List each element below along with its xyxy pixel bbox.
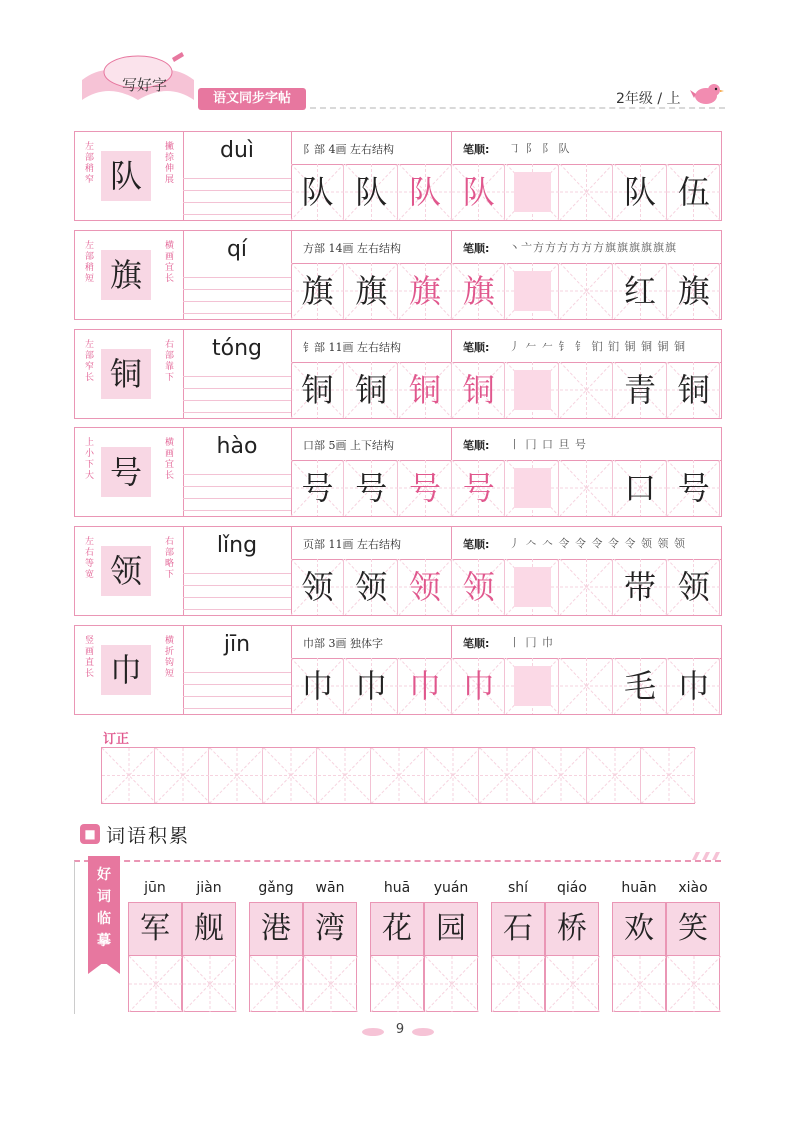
shaded-cell [514,370,551,410]
word-character: 湾 [303,902,357,956]
grid-guide-lines [480,748,534,803]
writing-cell[interactable] [560,460,613,516]
grid-guide-lines [210,748,264,803]
pinyin: jīn [223,632,251,657]
structure-note-right: 右部靠下 [164,340,174,383]
writing-grid [291,263,721,319]
char-row [74,526,722,616]
logo-title: 写好字 [122,76,168,94]
char-info [291,626,721,659]
writing-cell[interactable] [506,263,559,319]
trace-character: 巾 [408,667,441,705]
grid-guide-lines [426,748,480,803]
stroke-order-label: 笔顺: [463,439,490,452]
pinyin-guide-line [183,486,291,487]
correction-cell[interactable] [426,748,479,803]
structure-note-right: 右部略下 [164,537,174,580]
grade-label: 2年级 / 上 [616,91,681,107]
trace-character: 队 [355,173,388,211]
ribbon-tail [88,962,120,974]
word-card [370,880,478,1012]
trace-character: 队 [408,173,441,211]
grid-guide-lines [560,263,613,319]
shaded-cell [514,567,551,607]
pinyin-guide-line [183,696,291,697]
writing-cell[interactable] [506,164,559,220]
pinyin-guide-line [183,474,291,475]
char-cell [75,626,184,714]
word-pinyin: xiào [678,880,708,896]
pinyin-cell [183,428,292,516]
char-info [291,330,721,363]
trace-character: 号 [408,469,441,507]
stroke-order-label: 笔顺: [463,242,490,255]
page-number: 9 [395,1022,405,1037]
pinyin: qí [226,237,248,262]
trace-character: 领 [462,568,495,606]
radical-strokes-structure: 阝部 4画 左右结构 [303,143,394,156]
stripes-decoration [690,852,720,860]
grid-guide-lines [264,748,318,803]
writing-cell[interactable] [345,658,398,714]
writing-cell[interactable] [345,460,398,516]
stroke-order: 丿 𠂉 𠂉 钅 钅 钔 钔 铜 铜 铜 铜 [509,340,686,353]
stroke-order: 丿 𠆢 𠆢 令 令 令 令 令 领 领 领 [509,537,686,550]
pinyin: hào [216,434,258,459]
grid-guide-lines [371,956,425,1012]
word-practice-cell[interactable] [128,956,182,1012]
writing-cell[interactable] [291,460,344,516]
stroke-order: 丨 冂 口 旦 号 [509,438,587,451]
word-pinyin: huā [383,880,411,896]
word-practice-cell[interactable] [424,956,478,1012]
word-character: 巾 [677,667,710,705]
word-character: 舰 [182,902,236,956]
structure-note-left: 上小下大 [84,438,94,481]
word-pinyin: huān [621,880,657,896]
writing-cell[interactable] [399,658,452,714]
pinyin-cell [183,231,292,319]
trace-character: 队 [301,173,334,211]
writing-cell[interactable] [452,460,505,516]
trace-character: 旗 [408,272,441,310]
word-pinyin: gǎng [258,880,294,896]
correction-cell[interactable] [642,748,695,803]
correction-cell[interactable] [318,748,371,803]
writing-cell[interactable] [506,658,559,714]
char-cell [75,231,184,319]
char-cell [75,330,184,418]
writing-cell[interactable] [667,658,720,714]
grid-guide-lines [560,164,613,220]
pinyin-guide-line [183,510,291,511]
word-character: 花 [370,902,424,956]
char-row [74,427,722,517]
correction-cell[interactable] [588,748,641,803]
char-row [74,329,722,419]
word-character: 队 [623,173,656,211]
word-character: 园 [424,902,478,956]
trace-character: 旗 [301,272,334,310]
writing-cell[interactable] [452,658,505,714]
writing-cell[interactable] [614,559,667,615]
model-character: 巾 [101,645,151,695]
writing-cell[interactable] [291,658,344,714]
shaded-cell [514,271,551,311]
word-character: 伍 [677,173,710,211]
ribbon-label: 好词临摹 [97,867,111,949]
section-title: 词语积累 [106,825,191,847]
pinyin-guide-line [183,498,291,499]
structure-note-left: 左右等宽 [84,537,94,580]
pinyin-cell [183,626,292,714]
bird-icon [690,80,724,106]
word-character: 军 [128,902,182,956]
word-practice-cell[interactable] [370,956,424,1012]
model-character: 号 [101,447,151,497]
word-card [491,880,599,1012]
writing-cell[interactable] [667,263,720,319]
structure-note-left: 竖画直长 [84,636,94,679]
model-character: 旗 [101,250,151,300]
char-row [74,230,722,320]
word-character: 红 [623,272,656,310]
writing-cell[interactable] [667,362,720,418]
radical-strokes-structure: 巾部 3画 独体字 [303,637,383,650]
writing-cell[interactable] [560,559,613,615]
pinyin-guide-line [183,684,291,685]
grid-guide-lines [588,748,642,803]
model-character: 队 [101,151,151,201]
word-card [249,880,357,1012]
writing-cell[interactable] [560,362,613,418]
grid-guide-lines [560,362,613,418]
grid-guide-lines [546,956,600,1012]
model-character: 领 [101,546,151,596]
grid-guide-lines [560,460,613,516]
char-info [291,527,721,560]
trace-character: 巾 [355,667,388,705]
writing-cell[interactable] [560,658,613,714]
correction-grid[interactable] [101,747,695,804]
pinyin: duì [219,138,255,163]
word-character: 旗 [677,272,710,310]
stroke-order: 丶亠方方方方方方旗旗旗旗旗旗 [509,241,677,254]
trace-character: 巾 [462,667,495,705]
word-practice-cell[interactable] [303,956,357,1012]
pinyin-guide-line [183,376,291,377]
pinyin-guide-line [183,190,291,191]
writing-cell[interactable] [614,263,667,319]
pinyin-guide-line [183,672,291,673]
word-character: 口 [623,469,656,507]
writing-cell[interactable] [345,559,398,615]
info-divider [451,428,452,460]
structure-note-left: 左部稍窄 [84,142,94,185]
pinyin-cell [183,330,292,418]
trace-character: 铜 [462,371,495,409]
radical-strokes-structure: 口部 5画 上下结构 [303,439,394,452]
word-practice-cell[interactable] [666,956,720,1012]
writing-cell[interactable] [291,263,344,319]
trace-character: 旗 [355,272,388,310]
pinyin-guide-line [183,400,291,401]
writing-cell[interactable] [506,362,559,418]
char-cell [75,132,184,220]
info-divider [451,626,452,658]
word-pinyin: qiáo [557,880,587,896]
writing-grid [291,362,721,418]
char-cell [75,527,184,615]
grid-guide-lines [667,956,721,1012]
writing-cell[interactable] [614,460,667,516]
word-character: 带 [623,568,656,606]
writing-cell[interactable] [506,460,559,516]
word-card [612,880,720,1012]
pinyin-guide-line [183,573,291,574]
trace-character: 号 [355,469,388,507]
word-practice-cell[interactable] [491,956,545,1012]
radical-strokes-structure: 方部 14画 左右结构 [303,242,401,255]
writing-cell[interactable] [291,559,344,615]
pinyin-guide-line [183,585,291,586]
writing-cell[interactable] [345,362,398,418]
trace-character: 号 [462,469,495,507]
info-divider [451,330,452,362]
grid-guide-lines [425,956,479,1012]
writing-cell[interactable] [506,559,559,615]
writing-cell[interactable] [560,164,613,220]
writing-cell[interactable] [452,362,505,418]
word-practice-cell[interactable] [249,956,303,1012]
grid-guide-lines [156,748,210,803]
stroke-order-label: 笔顺: [463,341,490,354]
structure-note-right: 横画宜长 [164,241,174,284]
writing-cell[interactable] [614,362,667,418]
pinyin-guide-line [183,178,291,179]
pinyin-guide-line [183,388,291,389]
word-character: 桥 [545,902,599,956]
shaded-cell [514,468,551,508]
grid-guide-lines [318,748,372,803]
writing-grid [291,658,721,714]
word-character: 欢 [612,902,666,956]
pinyin-guide-line [183,214,291,215]
writing-grid [291,559,721,615]
pinyin-guide-line [183,202,291,203]
pinyin-cell [183,132,292,220]
word-card [128,880,236,1012]
grid-guide-lines [534,748,588,803]
correction-cell[interactable] [372,748,425,803]
trace-character: 巾 [301,667,334,705]
word-character: 港 [249,902,303,956]
writing-grid [291,460,721,516]
word-practice-cell[interactable] [545,956,599,1012]
grid-guide-lines [492,956,546,1012]
stroke-order: 丨 冂 巾 [509,636,554,649]
structure-note-right: 横画宜长 [164,438,174,481]
subject-tag: 语文同步字帖 [198,88,306,110]
word-character: 石 [491,902,545,956]
trace-character: 铜 [301,371,334,409]
pinyin-guide-line [183,301,291,302]
writing-cell[interactable] [399,460,452,516]
pinyin-guide-line [183,277,291,278]
correction-cell[interactable] [480,748,533,803]
word-character: 号 [677,469,710,507]
word-pinyin: shí [507,880,529,896]
grid-guide-lines [304,956,358,1012]
trace-character: 旗 [462,272,495,310]
correction-cell[interactable] [156,748,209,803]
char-info [291,231,721,264]
info-divider [451,231,452,263]
model-character: 铜 [101,349,151,399]
char-cell [75,428,184,516]
trace-character: 领 [301,568,334,606]
writing-grid [291,164,721,220]
grid-guide-lines [560,559,613,615]
pinyin-guide-line [183,597,291,598]
correction-cell[interactable] [534,748,587,803]
trace-character: 铜 [408,371,441,409]
grid-guide-lines [183,956,237,1012]
pinyin: tóng [212,336,262,361]
grid-guide-lines [102,748,156,803]
grid-guide-lines [613,956,667,1012]
stroke-order-label: 笔顺: [463,637,490,650]
stroke-order: ㇆ 阝 阝 队 [509,142,571,155]
page-decoration-right [412,1028,434,1036]
writing-cell[interactable] [291,164,344,220]
writing-cell[interactable] [399,263,452,319]
writing-cell[interactable] [452,559,505,615]
correction-cell[interactable] [210,748,263,803]
stroke-order-label: 笔顺: [463,143,490,156]
info-divider [451,132,452,164]
shaded-cell [514,666,551,706]
word-practice-cell[interactable] [182,956,236,1012]
grid-guide-lines [250,956,304,1012]
page-header [0,0,800,120]
grid-guide-lines [560,658,613,714]
char-row [74,625,722,715]
pinyin-guide-line [183,313,291,314]
correction-cell[interactable] [264,748,317,803]
stroke-order-label: 笔顺: [463,538,490,551]
writing-cell[interactable] [667,559,720,615]
info-divider [451,527,452,559]
structure-note-left: 左部稍短 [84,241,94,284]
char-info [291,132,721,165]
structure-note-left: 左部窄长 [84,340,94,383]
writing-cell[interactable] [345,164,398,220]
word-character: 笑 [666,902,720,956]
writing-cell[interactable] [291,362,344,418]
grid-guide-lines [129,956,183,1012]
trace-character: 铜 [355,371,388,409]
word-pinyin: jūn [144,880,166,896]
trace-character: 领 [355,568,388,606]
correction-cell[interactable] [102,748,155,803]
word-character: 铜 [677,371,710,409]
writing-cell[interactable] [614,658,667,714]
pinyin-cell [183,527,292,615]
trace-character: 号 [301,469,334,507]
trace-character: 领 [408,568,441,606]
word-practice-cell[interactable] [612,956,666,1012]
writing-cell[interactable] [667,460,720,516]
writing-cell[interactable] [452,164,505,220]
word-pinyin: wān [315,880,345,896]
shaded-cell [514,172,551,212]
char-info [291,428,721,461]
writing-cell[interactable] [614,164,667,220]
writing-cell[interactable] [399,559,452,615]
writing-cell[interactable] [399,164,452,220]
word-character: 领 [677,568,710,606]
word-pinyin: jiàn [196,880,222,896]
pinyin-guide-line [183,708,291,709]
grid-guide-lines [372,748,426,803]
pinyin: lǐng [216,533,258,558]
radical-strokes-structure: 页部 11画 左右结构 [303,538,401,551]
pinyin-guide-line [183,289,291,290]
pinyin-guide-line [183,412,291,413]
pinyin-guide-line [183,609,291,610]
section-icon: ■ [80,824,100,844]
writing-cell[interactable] [399,362,452,418]
grid-guide-lines [642,748,696,803]
word-character: 青 [623,371,656,409]
word-character: 毛 [623,667,656,705]
word-pinyin: yuán [433,880,469,896]
writing-cell[interactable] [452,263,505,319]
writing-cell[interactable] [345,263,398,319]
char-row [74,131,722,221]
correction-label: 订正 [103,732,130,747]
trace-character: 队 [462,173,495,211]
structure-note-right: 横折钩短 [164,636,174,679]
radical-strokes-structure: 钅部 11画 左右结构 [303,341,401,354]
structure-note-right: 撇捺伸展 [164,142,174,185]
writing-cell[interactable] [667,164,720,220]
writing-cell[interactable] [560,263,613,319]
